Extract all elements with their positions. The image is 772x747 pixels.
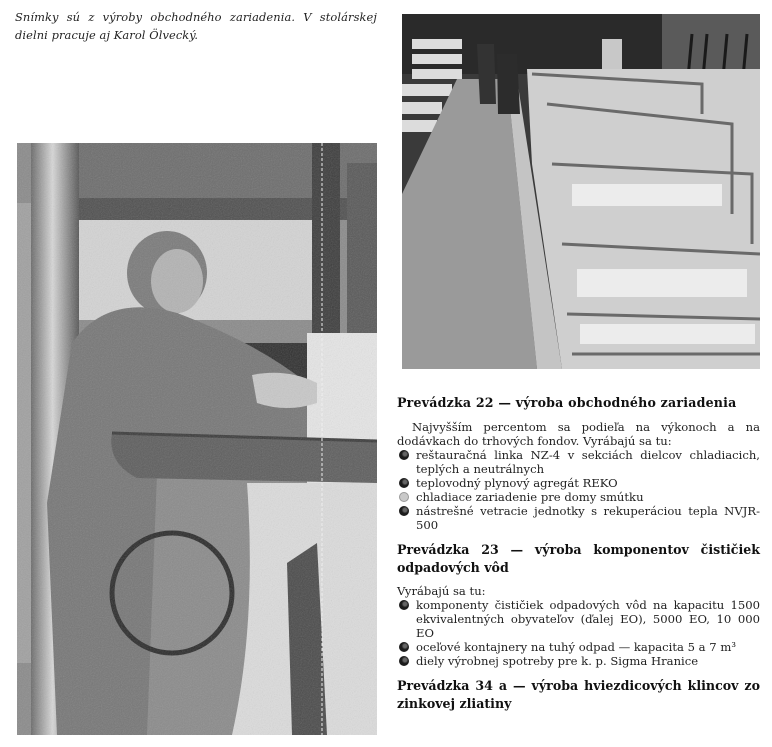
section-intro: Vyrábajú sa tu:: [397, 584, 486, 598]
dark-dot-icon: [399, 642, 409, 652]
list-item-text: teplovodný plynový agregát REKO: [416, 476, 618, 490]
list-item-text: reštauračná linka NZ-4 v sekciách dielcov chladiacich, teplých a neutrálnych: [416, 448, 760, 476]
section-heading: Prevádzka 23 — výroba komponentov čističiek odpadových vôd: [397, 542, 760, 575]
list-item: [397, 654, 760, 668]
section-prevadzka-23: [397, 541, 760, 668]
section-prevadzka-22: [397, 394, 760, 532]
photo-production-hall: [402, 14, 760, 369]
product-list: [397, 448, 760, 532]
section-prevadzka-34a: [397, 677, 760, 713]
list-item: [397, 504, 760, 532]
photo-worker-workbench: [17, 143, 377, 735]
list-item: [397, 448, 760, 476]
list-item-text: diely výrobnej spotreby pre k. p. Sigma Hranice: [416, 654, 699, 668]
dark-dot-icon: [399, 478, 409, 488]
list-item-text: nástrešné vetracie jednotky s rekuperáciou tepla NVJR-500: [416, 504, 760, 532]
list-item: [397, 640, 760, 654]
light-dot-icon: [399, 492, 409, 502]
list-item-text: oceľové kontajnery na tuhý odpad — kapacita 5 a 7 m³: [416, 640, 736, 654]
section-intro: Najvyšším percentom sa podieľa na výkonoch a na dodávkach do trhových fondov. Vyrábajú sa tu:: [397, 420, 760, 448]
list-item: [397, 476, 760, 490]
article-text: [397, 394, 760, 713]
dark-dot-icon: [399, 450, 409, 460]
section-heading: Prevádzka 22 — výroba obchodného zariadenia: [397, 395, 737, 410]
dark-dot-icon: [399, 656, 409, 666]
list-item-text: chladiace zariadenie pre domy smútku: [416, 490, 644, 504]
list-item: [397, 598, 760, 640]
photo-hall-image: [402, 14, 760, 369]
photo-worker-image: [17, 143, 377, 735]
product-list: [397, 598, 760, 668]
section-heading: Prevádzka 34 a — výroba hviezdicových klincov zo zinkovej zliatiny: [397, 678, 760, 711]
dark-dot-icon: [399, 506, 409, 516]
dark-dot-icon: [399, 600, 409, 610]
photo-caption: Snímky sú z výroby obchodného zariadenia. V stolárskej dielni pracuje aj Karol Ölvecký.: [15, 10, 377, 42]
list-item: [397, 490, 760, 504]
list-item-text: komponenty čističiek odpadových vôd na kapacitu 1500 ekvivalentných obyvateľov (ďalej EO), 5000 EO, 10 000 EO: [416, 598, 760, 640]
